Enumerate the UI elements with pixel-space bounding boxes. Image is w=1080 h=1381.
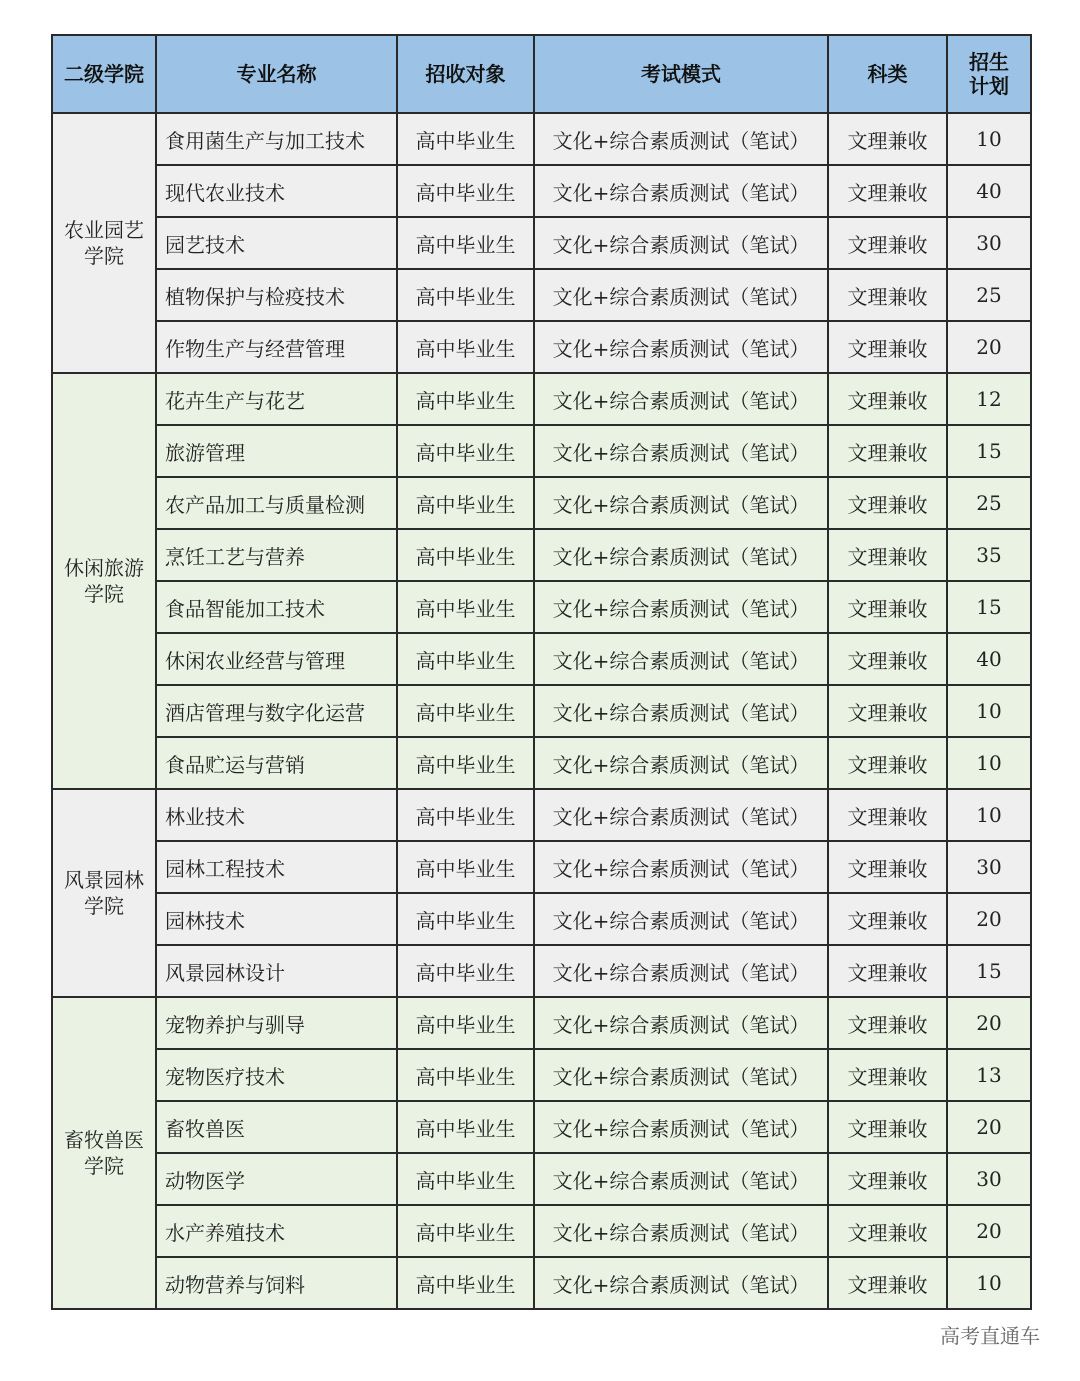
table-row [52,685,1031,737]
college-name-line1: 风景园林 [64,868,144,892]
major-cell: 休闲农业经营与管理 [156,633,397,685]
major-cell: 花卉生产与花艺 [156,373,397,425]
table-row [52,737,1031,789]
target-cell: 高中毕业生 [397,1153,534,1205]
target-cell: 高中毕业生 [397,113,534,165]
header-row [52,35,1031,113]
college-name-line2: 学院 [84,1154,124,1178]
major-cell: 现代农业技术 [156,165,397,217]
mode-cell: 文化+综合素质测试（笔试） [534,945,828,997]
mode-cell: 文化+综合素质测试（笔试） [534,113,828,165]
mode-cell: 文化+综合素质测试（笔试） [534,321,828,373]
table-row [52,165,1031,217]
target-cell: 高中毕业生 [397,633,534,685]
major-cell: 植物保护与检疫技术 [156,269,397,321]
subject-cell: 文理兼收 [828,945,947,997]
subject-cell: 文理兼收 [828,685,947,737]
mode-cell: 文化+综合素质测试（笔试） [534,529,828,581]
mode-cell: 文化+综合素质测试（笔试） [534,425,828,477]
major-cell: 园林技术 [156,893,397,945]
table-row [52,945,1031,997]
plan-cell: 20 [947,1205,1031,1257]
major-cell: 宠物医疗技术 [156,1049,397,1101]
subject-cell: 文理兼收 [828,633,947,685]
plan-cell: 30 [947,1153,1031,1205]
target-cell: 高中毕业生 [397,1205,534,1257]
mode-cell: 文化+综合素质测试（笔试） [534,685,828,737]
subject-cell: 文理兼收 [828,1101,947,1153]
college-name-line1: 农业园艺 [64,218,144,242]
subject-cell: 文理兼收 [828,997,947,1049]
subject-cell: 文理兼收 [828,789,947,841]
subject-cell: 文理兼收 [828,165,947,217]
mode-cell: 文化+综合素质测试（笔试） [534,1257,828,1309]
subject-cell: 文理兼收 [828,529,947,581]
major-cell: 农产品加工与质量检测 [156,477,397,529]
subject-cell: 文理兼收 [828,581,947,633]
plan-cell: 40 [947,165,1031,217]
plan-cell: 10 [947,113,1031,165]
mode-cell: 文化+综合素质测试（笔试） [534,737,828,789]
subject-cell: 文理兼收 [828,321,947,373]
major-cell: 水产养殖技术 [156,1205,397,1257]
subject-cell: 文理兼收 [828,425,947,477]
target-cell: 高中毕业生 [397,1049,534,1101]
target-cell: 高中毕业生 [397,217,534,269]
college-cell [52,113,156,373]
major-cell: 园林工程技术 [156,841,397,893]
mode-cell: 文化+综合素质测试（笔试） [534,373,828,425]
header-plan-line2: 计划 [969,74,1009,98]
target-cell: 高中毕业生 [397,165,534,217]
plan-cell: 20 [947,321,1031,373]
college-name-line2: 学院 [84,894,124,918]
subject-cell: 文理兼收 [828,1049,947,1101]
header-mode: 考试模式 [534,35,828,113]
target-cell: 高中毕业生 [397,945,534,997]
table-row [52,1257,1031,1309]
college-cell [52,997,156,1309]
header-target: 招收对象 [397,35,534,113]
table-row [52,1205,1031,1257]
target-cell: 高中毕业生 [397,477,534,529]
subject-cell: 文理兼收 [828,373,947,425]
plan-cell: 10 [947,789,1031,841]
target-cell: 高中毕业生 [397,321,534,373]
table-row [52,321,1031,373]
target-cell: 高中毕业生 [397,581,534,633]
mode-cell: 文化+综合素质测试（笔试） [534,893,828,945]
mode-cell: 文化+综合素质测试（笔试） [534,165,828,217]
header-major: 专业名称 [156,35,397,113]
table-row [52,373,1031,425]
college-name-line1: 畜牧兽医 [64,1128,144,1152]
table-row [52,217,1031,269]
table-row [52,581,1031,633]
college-cell [52,789,156,997]
major-cell: 食用菌生产与加工技术 [156,113,397,165]
target-cell: 高中毕业生 [397,269,534,321]
major-cell: 食品贮运与营销 [156,737,397,789]
college-cell [52,373,156,789]
target-cell: 高中毕业生 [397,737,534,789]
table-row [52,425,1031,477]
table-row [52,633,1031,685]
college-name-line1: 休闲旅游 [64,556,144,580]
major-cell: 旅游管理 [156,425,397,477]
target-cell: 高中毕业生 [397,425,534,477]
subject-cell: 文理兼收 [828,477,947,529]
table-row [52,477,1031,529]
table-row [52,529,1031,581]
target-cell: 高中毕业生 [397,1101,534,1153]
major-cell: 畜牧兽医 [156,1101,397,1153]
table-body [52,113,1031,1309]
table-row [52,1049,1031,1101]
target-cell: 高中毕业生 [397,373,534,425]
major-cell: 食品智能加工技术 [156,581,397,633]
table-row [52,1101,1031,1153]
table-row [52,893,1031,945]
header-subject: 科类 [828,35,947,113]
subject-cell: 文理兼收 [828,1257,947,1309]
major-cell: 动物医学 [156,1153,397,1205]
header-plan-line1: 招生 [969,50,1009,74]
target-cell: 高中毕业生 [397,685,534,737]
mode-cell: 文化+综合素质测试（笔试） [534,1101,828,1153]
subject-cell: 文理兼收 [828,1153,947,1205]
target-cell: 高中毕业生 [397,789,534,841]
subject-cell: 文理兼收 [828,113,947,165]
major-cell: 烹饪工艺与营养 [156,529,397,581]
target-cell: 高中毕业生 [397,997,534,1049]
plan-cell: 35 [947,529,1031,581]
major-cell: 宠物养护与驯导 [156,997,397,1049]
plan-cell: 20 [947,997,1031,1049]
subject-cell: 文理兼收 [828,841,947,893]
plan-cell: 12 [947,373,1031,425]
target-cell: 高中毕业生 [397,893,534,945]
major-cell: 作物生产与经营管理 [156,321,397,373]
mode-cell: 文化+综合素质测试（笔试） [534,633,828,685]
plan-cell: 40 [947,633,1031,685]
table-row [52,789,1031,841]
header-college: 二级学院 [52,35,156,113]
mode-cell: 文化+综合素质测试（笔试） [534,841,828,893]
mode-cell: 文化+综合素质测试（笔试） [534,217,828,269]
header-plan [947,35,1031,113]
major-cell: 酒店管理与数字化运营 [156,685,397,737]
plan-cell: 25 [947,477,1031,529]
watermark: 高考直通车 [940,1320,1040,1349]
mode-cell: 文化+综合素质测试（笔试） [534,477,828,529]
table-row [52,1153,1031,1205]
target-cell: 高中毕业生 [397,1257,534,1309]
mode-cell: 文化+综合素质测试（笔试） [534,581,828,633]
mode-cell: 文化+综合素质测试（笔试） [534,1049,828,1101]
table-row [52,997,1031,1049]
plan-cell: 10 [947,1257,1031,1309]
target-cell: 高中毕业生 [397,841,534,893]
major-cell: 林业技术 [156,789,397,841]
mode-cell: 文化+综合素质测试（笔试） [534,1205,828,1257]
major-cell: 动物营养与饲料 [156,1257,397,1309]
plan-cell: 25 [947,269,1031,321]
subject-cell: 文理兼收 [828,737,947,789]
subject-cell: 文理兼收 [828,893,947,945]
target-cell: 高中毕业生 [397,529,534,581]
table-row [52,269,1031,321]
mode-cell: 文化+综合素质测试（笔试） [534,997,828,1049]
table-row [52,841,1031,893]
major-cell: 园艺技术 [156,217,397,269]
college-name-line2: 学院 [84,244,124,268]
plan-cell: 30 [947,841,1031,893]
table-row [52,113,1031,165]
mode-cell: 文化+综合素质测试（笔试） [534,1153,828,1205]
plan-cell: 30 [947,217,1031,269]
subject-cell: 文理兼收 [828,217,947,269]
plan-cell: 10 [947,685,1031,737]
mode-cell: 文化+综合素质测试（笔试） [534,269,828,321]
plan-cell: 13 [947,1049,1031,1101]
plan-cell: 15 [947,581,1031,633]
college-name-line2: 学院 [84,582,124,606]
plan-cell: 10 [947,737,1031,789]
mode-cell: 文化+综合素质测试（笔试） [534,789,828,841]
subject-cell: 文理兼收 [828,269,947,321]
major-cell: 风景园林设计 [156,945,397,997]
plan-cell: 20 [947,1101,1031,1153]
plan-cell: 15 [947,945,1031,997]
enrollment-table [51,34,1032,1310]
plan-cell: 15 [947,425,1031,477]
subject-cell: 文理兼收 [828,1205,947,1257]
plan-cell: 20 [947,893,1031,945]
